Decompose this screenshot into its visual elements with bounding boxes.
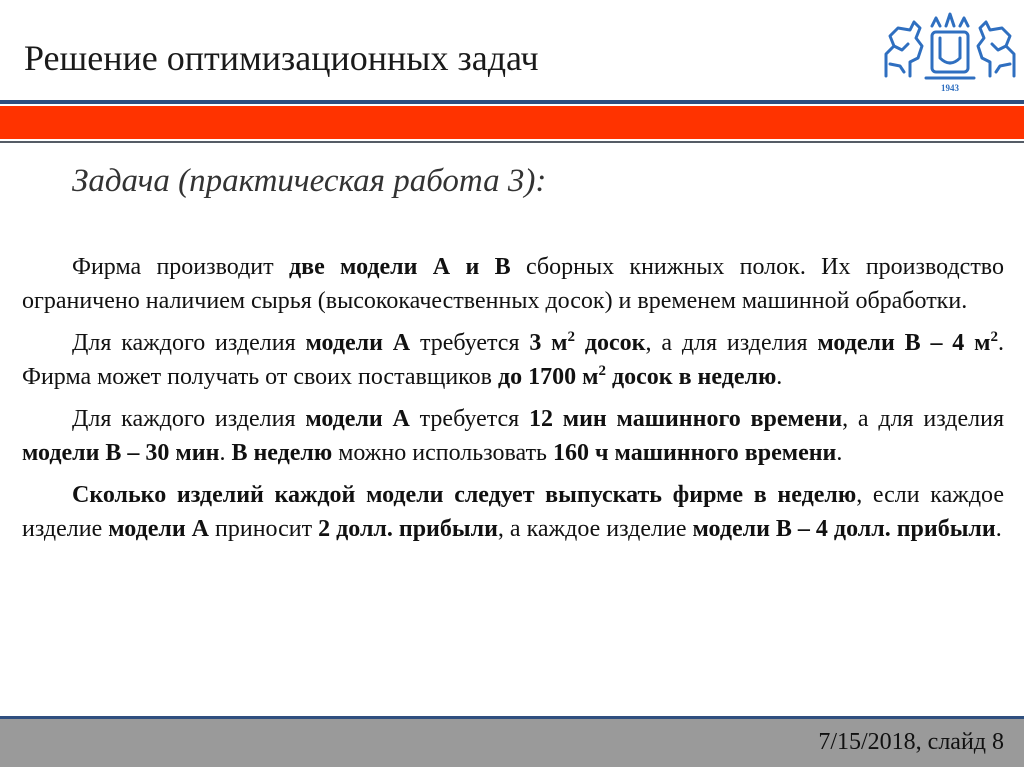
slide-title: Решение оптимизационных задач xyxy=(24,38,539,78)
paragraph-2: Для каждого изделия модели А требуется 3 $м^2$ досок, а для изделия модели В – 4 $м^2$. Фирма может получать от своих поставщиков до 1700 $м^2$ досок в неделю. xyxy=(22,329,1004,390)
accent-band xyxy=(0,106,1024,139)
header-divider xyxy=(0,141,1024,143)
footer-date-slide: 7/15/2018, слайд 8 xyxy=(818,729,1004,755)
task-subtitle: Задача (практическая работа 3): xyxy=(72,163,547,199)
task-body xyxy=(22,250,1004,554)
paragraph-4: Сколько изделий каждой модели следует выпускать фирме в неделю, если каждое изделие модели А приносит 2 долл. прибыли, а каждое изделие модели В – 4 долл. прибыли. xyxy=(22,482,1004,542)
header-rule xyxy=(0,100,1024,104)
paragraph-1: Фирма производит две модели А и В сборных книжных полок. Их производство ограничено наличием сырья (высококачественных досок) и временем машинной обработки. xyxy=(22,254,1004,314)
logo-year: 1943 xyxy=(941,83,959,93)
slide-footer xyxy=(0,716,1024,767)
university-logo xyxy=(880,6,1020,96)
paragraph-3: Для каждого изделия модели А требуется 12 мин машинного времени, а для изделия модели В – 30 мин. В неделю можно использовать 160 ч машинного времени. xyxy=(22,406,1004,466)
